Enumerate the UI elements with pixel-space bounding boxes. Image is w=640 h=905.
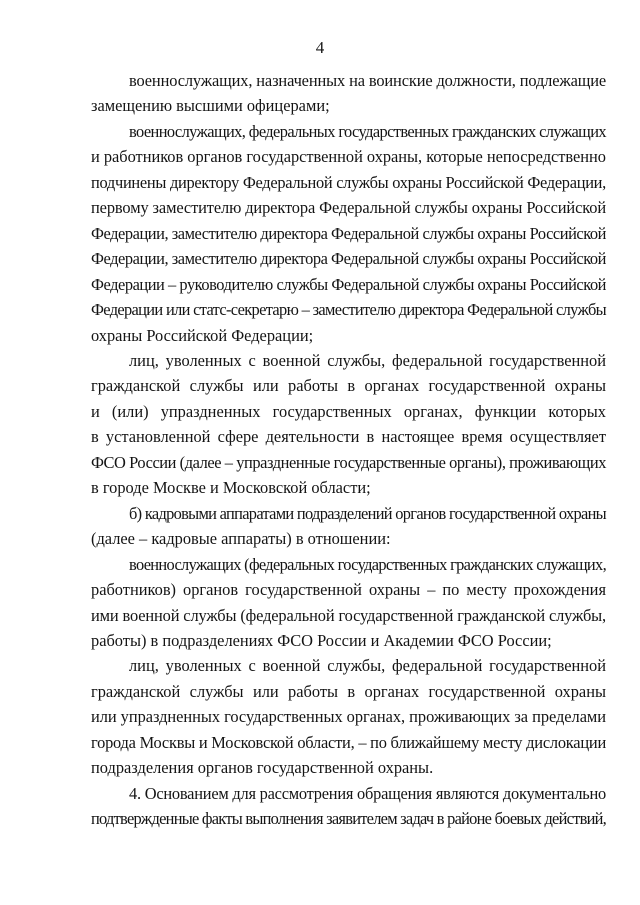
text-line: военнослужащих, назначенных на воинские должности, подлежащие: [129, 71, 607, 90]
text-line: в установленной сфере деятельности в настоящее время осуществляет: [91, 427, 606, 447]
text-line: гражданской службы или работы в органах государственной охраны: [91, 681, 606, 701]
text-line: Федерации, заместителю директора Федеральной службы охраны Российской: [91, 223, 607, 243]
text-line: замещению высшими офицерами;: [91, 96, 330, 116]
text-line: ФСО России (далее – упраздненные государственные органы), проживающих: [91, 452, 607, 472]
text-line: гражданской службы или работы в органах государственной охраны: [91, 376, 606, 396]
text-line: военнослужащих, федеральных государственных гражданских служащих: [129, 121, 606, 141]
text-line: подтвержденные факты выполнения заявителем задач в районе боевых действий,: [91, 809, 606, 829]
text-line: Федерации, заместителю директора Федеральной службы охраны Российской: [91, 249, 607, 269]
text-line: Федерации – руководителю службы Федеральной службы охраны Российской: [91, 274, 607, 294]
text-line: подразделения органов государственной охраны.: [91, 758, 434, 778]
text-line: в городе Москве и Московской области;: [91, 478, 371, 498]
text-line: работы) в подразделениях ФСО России и Академии ФСО России;: [91, 630, 552, 650]
text-line: лиц, уволенных с военной службы, федеральной государственной: [129, 350, 606, 370]
paragraph: [91, 68, 606, 119]
paragraph: [91, 781, 606, 832]
text-line: первому заместителю директора Федеральной службы охраны Российской: [91, 198, 606, 218]
paragraph: [91, 653, 606, 780]
paragraph: [91, 552, 606, 654]
text-line: города Москвы и Московской области, – по ближайшему месту дислокации: [91, 732, 606, 752]
text-line: лиц, уволенных с военной службы, федеральной государственной: [129, 656, 606, 676]
paragraph: [91, 501, 606, 552]
text-line: охраны Российской Федерации;: [91, 325, 314, 345]
document-body: [91, 68, 606, 832]
text-line: ими военной службы (федеральной государственной гражданской службы,: [91, 605, 606, 625]
text-line: 4. Основанием для рассмотрения обращения являются документально: [129, 783, 607, 803]
text-line: б) кадровыми аппаратами подразделений органов государственной охраны: [129, 503, 606, 523]
paragraph: [91, 348, 606, 501]
text-line: и (или) упраздненных государственных органах, функции которых: [91, 401, 606, 421]
paragraph: [91, 119, 606, 348]
text-line: и работников органов государственной охраны, которые непосредственно: [91, 147, 606, 167]
text-line: (далее – кадровые аппараты) в отношении:: [91, 529, 391, 549]
text-line: военнослужащих (федеральных государственных гражданских служащих,: [129, 554, 606, 574]
text-line: или упраздненных государственных органах, проживающих за пределами: [91, 707, 607, 727]
text-line: работников) органов государственной охраны – по месту прохождения: [91, 580, 606, 600]
page-number: 4: [315, 38, 325, 57]
text-line: подчинены директору Федеральной службы охраны Российской Федерации,: [91, 172, 606, 192]
text-line: Федерации или статс-секретарю – заместителю директора Федеральной службы: [91, 300, 606, 320]
